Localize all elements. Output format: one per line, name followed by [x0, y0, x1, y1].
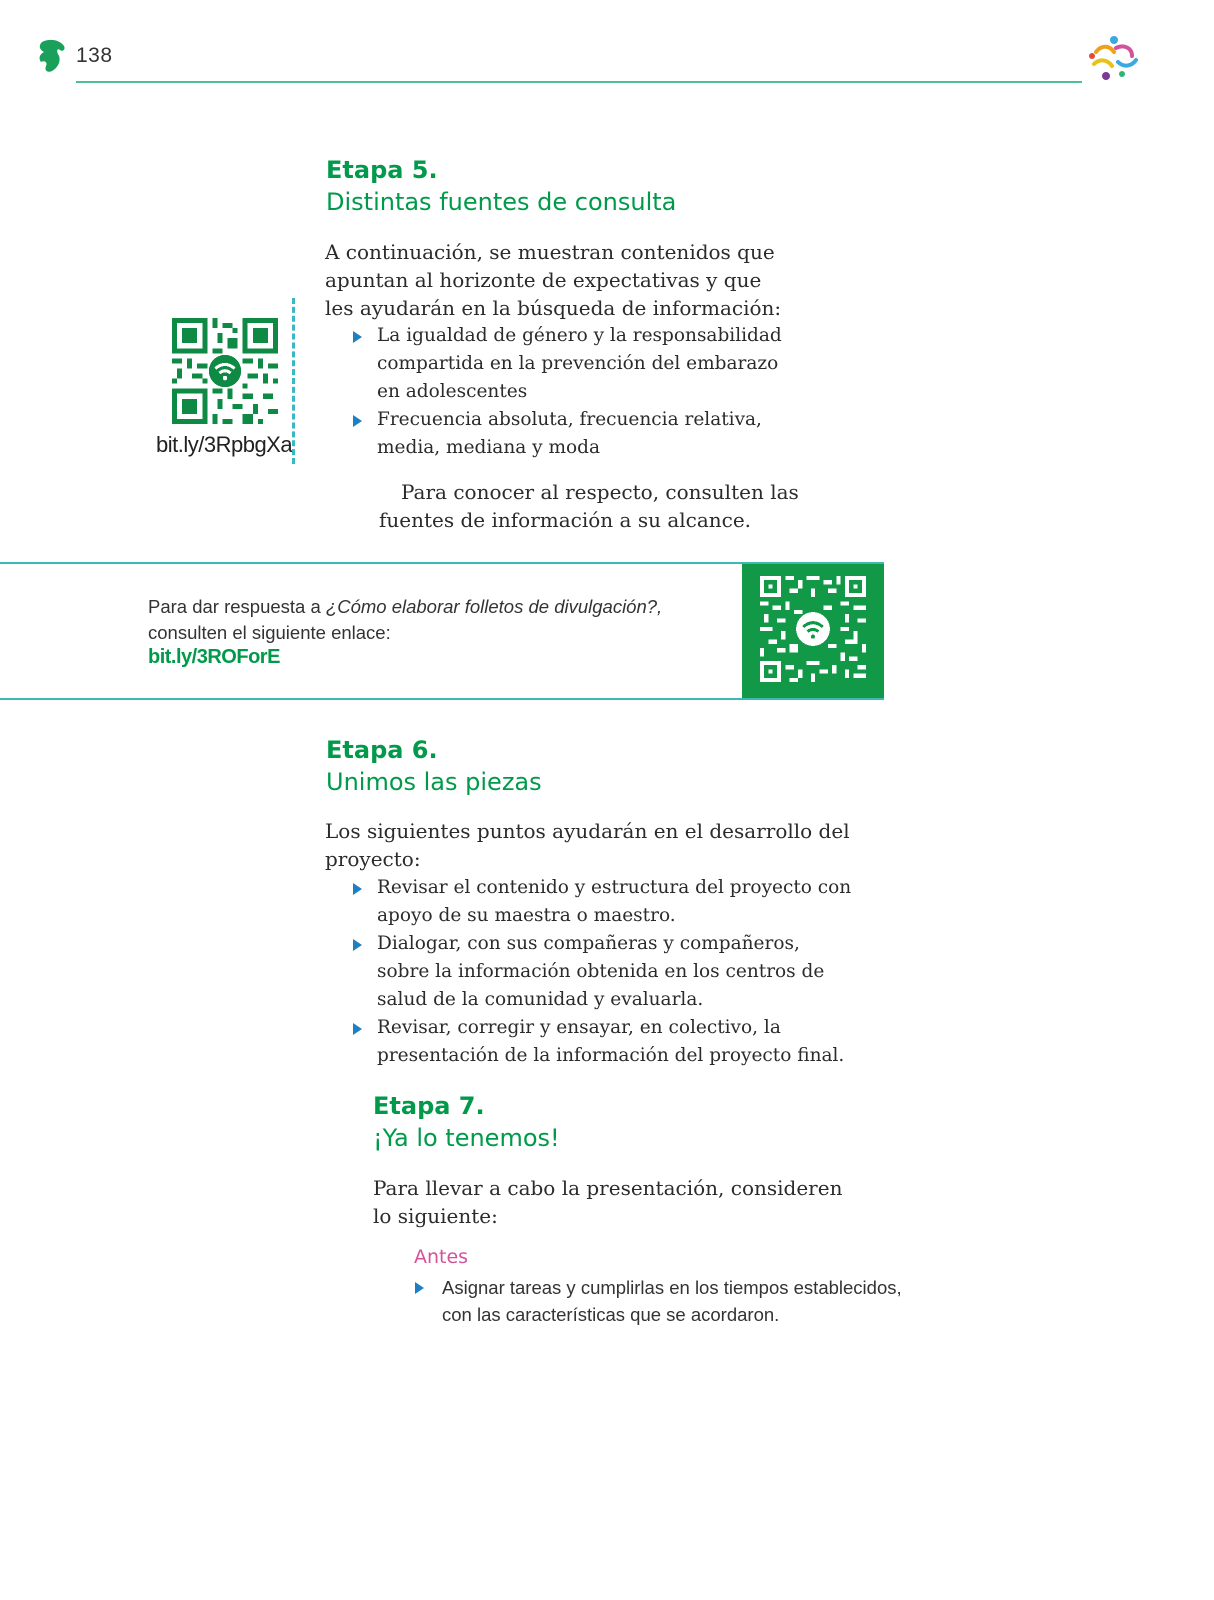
etapa5-bullet-list — [377, 322, 782, 462]
qr-code-icon[interactable] — [760, 576, 866, 682]
etapa5-closing — [379, 478, 799, 534]
etapa5-subtitle: Distintas fuentes de consulta — [326, 188, 677, 216]
text-line: les ayudarán en la búsqueda de información: — [325, 296, 782, 320]
text-line: Asignar tareas y cumplirlas en los tiempos establecidos, — [442, 1277, 902, 1298]
text-line: apoyo de su maestra o maestro. — [377, 905, 676, 926]
link-callout — [0, 562, 884, 700]
etapa5-title: Etapa 5. — [326, 156, 438, 184]
bullet-arrow-icon — [353, 331, 362, 343]
etapa6-title: Etapa 6. — [326, 736, 438, 764]
header-rule — [76, 81, 1082, 83]
list-item — [377, 874, 851, 930]
etapa7-title: Etapa 7. — [373, 1092, 485, 1120]
text-line: media, mediana y moda — [377, 437, 601, 458]
etapa6-bullet-list — [377, 874, 851, 1070]
page-number: 138 — [76, 44, 113, 67]
text-line: Frecuencia absoluta, frecuencia relativa, — [377, 409, 762, 430]
text-line — [148, 594, 708, 620]
text-span: Para dar respuesta a — [148, 596, 326, 617]
list-item — [377, 322, 782, 406]
etapa5-intro — [325, 238, 781, 322]
text-line: A continuación, se muestran contenidos que — [325, 240, 775, 264]
antes-bullet-list — [442, 1274, 902, 1328]
leaf-icon — [36, 38, 68, 74]
text-line: presentación de la información del proyecto final. — [377, 1045, 845, 1066]
text-line: sobre la información obtenida en los centros de — [377, 961, 825, 982]
etapa7-subtitle: ¡Ya lo tenemos! — [373, 1124, 560, 1152]
link-callout-text — [148, 594, 708, 646]
bullet-arrow-icon — [353, 415, 362, 427]
callout-link-url[interactable]: bit.ly/3ROForE — [148, 646, 280, 668]
text-line: salud de la comunidad y evaluarla. — [377, 989, 704, 1010]
qr-link-url[interactable]: bit.ly/3RpbgXa — [156, 432, 293, 457]
bullet-arrow-icon — [353, 1023, 362, 1035]
text-line: apuntan al horizonte de expectativas y que — [325, 268, 762, 292]
text-line: Revisar el contenido y estructura del proyecto con — [377, 877, 852, 898]
text-line: compartida en la prevención del embarazo — [377, 353, 779, 374]
qr-code-icon[interactable] — [172, 318, 278, 424]
text-line: Dialogar, con sus compañeras y compañeros, — [377, 933, 800, 954]
text-line: Revisar, corregir y ensayar, en colectivo, la — [377, 1017, 781, 1038]
text-line: La igualdad de género y la responsabilidad — [377, 325, 782, 346]
list-item — [377, 406, 782, 462]
bullet-arrow-icon — [353, 883, 362, 895]
text-line: Para conocer al respecto, consulten las — [401, 480, 799, 504]
bullet-arrow-icon — [415, 1282, 424, 1294]
text-line: Para llevar a cabo la presentación, consideren — [373, 1176, 843, 1200]
etapa6-intro — [325, 817, 850, 873]
text-line: consulten el siguiente enlace: — [148, 622, 391, 643]
text-line: en adolescentes — [377, 381, 528, 402]
list-item — [377, 930, 851, 1014]
text-line: Los siguientes puntos ayudarán en el desarrollo del — [325, 819, 850, 843]
series-logo-icon — [1086, 34, 1142, 86]
etapa6-subtitle: Unimos las piezas — [326, 768, 542, 796]
text-line: proyecto: — [325, 847, 421, 871]
list-item — [377, 1014, 851, 1070]
text-line: fuentes de información a su alcance. — [379, 508, 752, 532]
text-line: lo siguiente: — [373, 1204, 498, 1228]
antes-label: Antes — [414, 1246, 469, 1268]
dashed-divider — [292, 298, 295, 464]
list-item — [442, 1274, 902, 1328]
italic-title: ¿Cómo elaborar folletos de divulgación?, — [325, 596, 663, 617]
qr-panel — [742, 564, 884, 698]
text-line: con las características que se acordaron. — [442, 1304, 780, 1325]
bullet-arrow-icon — [353, 939, 362, 951]
etapa7-intro — [373, 1174, 842, 1230]
